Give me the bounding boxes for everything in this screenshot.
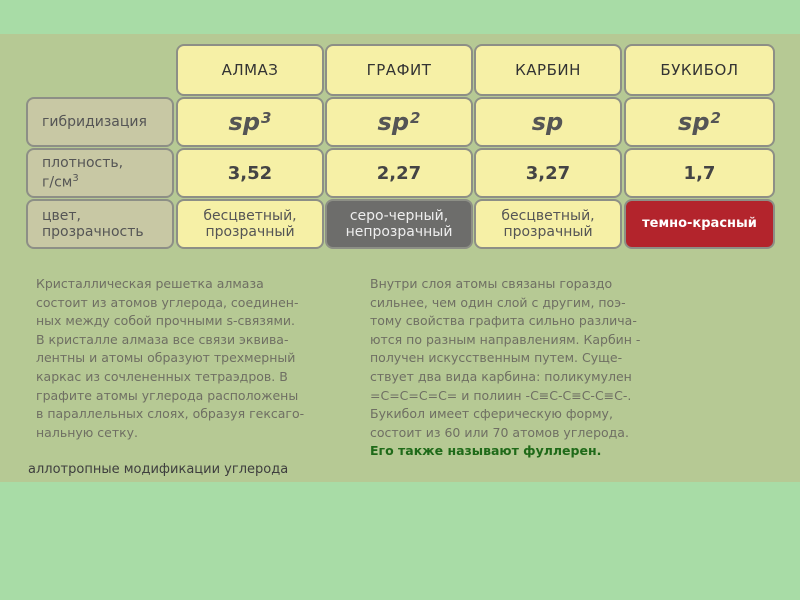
color-value: бесцветный, (501, 208, 595, 224)
transparency-value: непрозрачный (345, 224, 453, 240)
hybridization-value: sp (228, 108, 261, 136)
row-label-hybridization (26, 97, 174, 147)
paragraph-line: нальную сетку. (36, 424, 139, 440)
row-label-text: цвет, (42, 208, 81, 224)
transparency-value: прозрачный (205, 224, 295, 240)
hybridization-cell (624, 97, 775, 147)
hybridization-cell (176, 97, 324, 147)
color-cell (624, 199, 775, 249)
hybridization-cell (474, 97, 622, 147)
density-cell (325, 148, 473, 198)
color-cell (474, 199, 622, 249)
density-value: 2,27 (376, 162, 422, 184)
hybridization-cell (325, 97, 473, 147)
paragraph-line: ных между собой прочными s-связями. (36, 313, 295, 329)
paragraph-line: ются по разным направлениям. Карбин - (370, 331, 641, 347)
column-header-almaz (176, 44, 324, 96)
column-header-label: ГРАФИТ (366, 61, 432, 79)
color-value: серо-черный, (349, 208, 449, 224)
figure-caption: аллотропные модификации углерода (28, 462, 289, 477)
paragraph-line: =C=C=C=C= и полиин -C≡C-C≡C-C≡C-. (370, 387, 632, 403)
right-paragraph (370, 275, 640, 461)
hybridization-exponent: 3 (261, 109, 272, 127)
paragraph-line: сильнее, чем один слой с другим, поэ- (370, 294, 626, 310)
color-value: бесцветный, (203, 208, 297, 224)
row-label-unit: г/см (42, 174, 73, 191)
paragraph-line: состоит из 60 или 70 атомов углерода. (370, 424, 629, 440)
hybridization-value: sp (377, 108, 410, 136)
density-value: 3,52 (227, 162, 273, 184)
paragraph-line: в параллельных слоях, образуя гексаго- (36, 406, 305, 422)
density-cell (624, 148, 775, 198)
row-label-text: гибридизация (42, 114, 147, 130)
hybridization-exponent: 2 (710, 109, 721, 127)
hybridization-exponent: 2 (410, 109, 421, 127)
paragraph-line: Внутри слоя атомы связаны гораздо (370, 276, 613, 291)
column-header-bukibol (624, 44, 775, 96)
color-cell (176, 199, 324, 249)
paragraph-line: В кристалле алмаза все связи эквива- (36, 331, 289, 347)
color-cell (325, 199, 473, 249)
paragraph-line: получен искусственным путем. Суще- (370, 350, 623, 366)
row-label-color (26, 199, 174, 249)
column-header-grafit (325, 44, 473, 96)
column-header-karbin (474, 44, 622, 96)
row-label-text: прозрачность (42, 224, 144, 240)
paragraph-line: тому свойства графита сильно различа- (370, 313, 637, 329)
row-label-text: плотность, (42, 155, 124, 172)
density-cell (474, 148, 622, 198)
paragraph-line: ствует два вида карбина: поликумулен (370, 368, 632, 384)
paragraph-line: графите атомы углерода расположены (36, 387, 299, 403)
density-cell (176, 148, 324, 198)
color-value: темно-красный (642, 216, 757, 231)
paragraph-line: каркас из сочлененных тетраэдров. В (36, 368, 288, 384)
column-header-label: БУКИБОЛ (660, 61, 739, 79)
hybridization-value: sp (531, 108, 564, 136)
column-header-label: АЛМАЗ (221, 61, 279, 79)
paragraph-line: состоит из атомов углерода, соединен- (36, 294, 299, 310)
paragraph-line: Кристаллическая решетка алмаза (36, 276, 264, 291)
paragraph-line: Букибол имеет сферическую форму, (370, 406, 613, 422)
paragraph-line: лентны и атомы образуют трехмерный (36, 350, 296, 366)
column-header-label: КАРБИН (515, 61, 581, 79)
row-label-density (26, 148, 174, 198)
hybridization-value: sp (678, 108, 710, 136)
density-value: 3,27 (525, 162, 571, 184)
transparency-value: прозрачный (503, 224, 593, 240)
left-paragraph (36, 275, 304, 442)
highlight-line: Его также называют фуллерен. (370, 443, 602, 459)
density-value: 1,7 (683, 162, 716, 184)
row-label-unit-exponent: 3 (72, 173, 79, 185)
